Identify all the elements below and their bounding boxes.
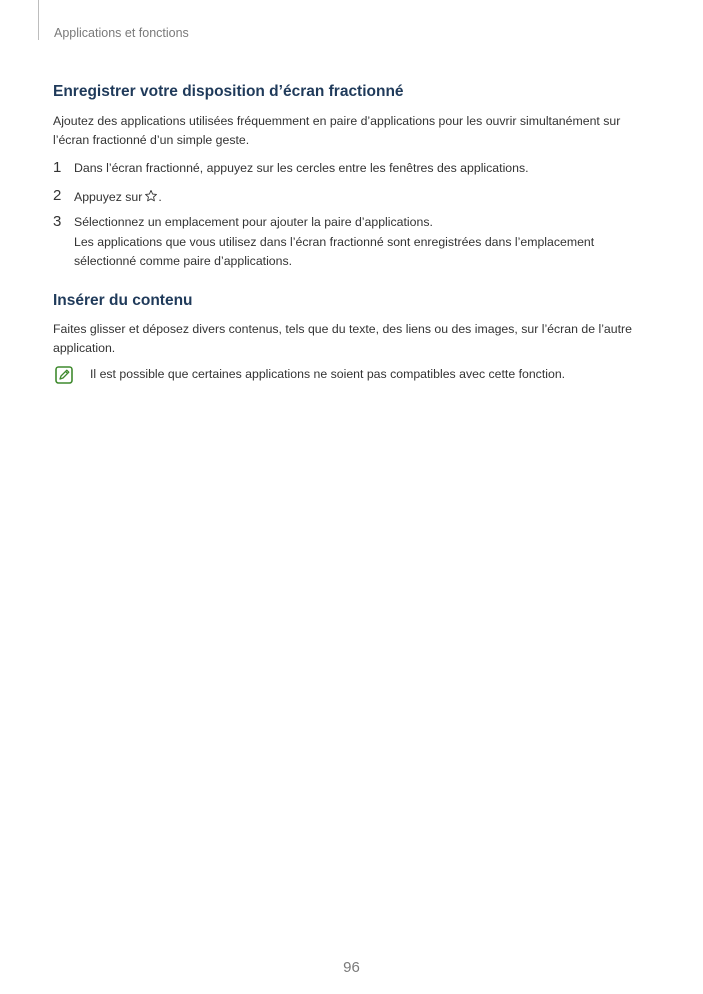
step-detail: Les applications que vous utilisez dans l’écran fractionné sont enregistrées dans l’emplacement sélectionné comme paire d’applications. bbox=[74, 235, 595, 268]
step-text-after: . bbox=[158, 190, 162, 204]
header-section-title: Applications et fonctions bbox=[54, 26, 189, 40]
step-number: 2 bbox=[53, 187, 62, 204]
page-number: 96 bbox=[343, 959, 360, 976]
note-pencil-icon bbox=[55, 366, 73, 384]
section-intro-insert-content: Faites glisser et déposez divers contenus, tels que du texte, des liens ou des images, sur l’écran de l’autre application. bbox=[53, 322, 632, 355]
step-text-before: Appuyez sur bbox=[74, 190, 143, 204]
header-rule bbox=[38, 0, 39, 40]
note-text: Il est possible que certaines applications ne soient pas compatibles avec cette fonction. bbox=[90, 367, 566, 381]
step-text bbox=[74, 188, 664, 207]
section-intro-save-layout: Ajoutez des applications utilisées fréquemment en paire d’applications pour les ouvrir simultanément sur l’écran fractionné d’un simple geste. bbox=[53, 114, 621, 147]
star-icon bbox=[144, 189, 158, 203]
step-text: Dans l’écran fractionné, appuyez sur les cercles entre les fenêtres des applications. bbox=[74, 161, 529, 175]
step-text: Sélectionnez un emplacement pour ajouter la paire d’applications. bbox=[74, 215, 433, 229]
section-title-save-layout: Enregistrer votre disposition d’écran fractionné bbox=[53, 83, 404, 100]
step-number: 1 bbox=[53, 159, 62, 176]
section-title-insert-content: Insérer du contenu bbox=[53, 292, 193, 309]
step-number: 3 bbox=[53, 213, 62, 230]
